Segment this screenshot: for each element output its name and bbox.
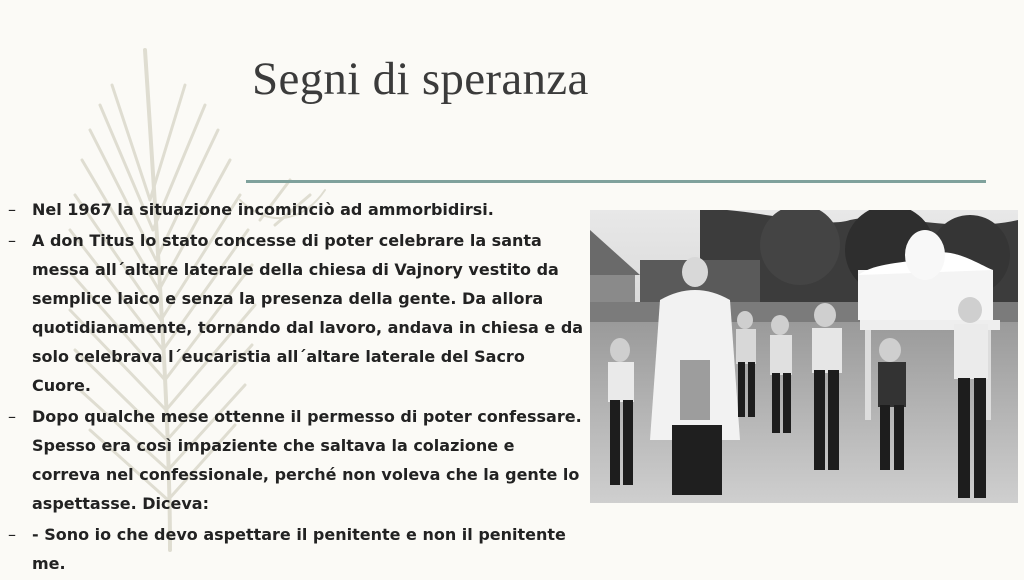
- bullet-item: [8, 195, 588, 224]
- bullet-dash: –: [8, 407, 16, 426]
- bullet-list: [8, 195, 588, 580]
- bullet-text: A don Titus lo stato concesse di poter celebrare la santa messa all´altare laterale della chiesa di Vajnory vestito da semplice laico e senza la presenza della gente. Da allora quotidianamente, tornando dal lavoro, andava in chiesa e da solo celebrava l´eucaristia all´altare laterale del Sacro Cuore.: [32, 231, 584, 395]
- bullet-item: [8, 520, 588, 578]
- title-underline: [246, 180, 986, 183]
- bullet-item: [8, 226, 588, 400]
- bullet-item: [8, 402, 588, 518]
- bullet-text: Nel 1967 la situazione incominciò ad ammorbidirsi.: [32, 200, 494, 219]
- procession-photo: [590, 210, 1018, 503]
- bullet-dash: –: [8, 200, 16, 219]
- bullet-dash: –: [8, 525, 16, 544]
- slide-title: Segni di speranza: [252, 53, 589, 105]
- bullet-text: Dopo qualche mese ottenne il permesso di poter confessare. Spesso era così impaziente che saltava la colazione e correva nel confessionale, perché non voleva che la gente lo aspettasse. Diceva:: [32, 407, 582, 513]
- bullet-dash: –: [8, 231, 16, 250]
- bullet-text: - Sono io che devo aspettare il penitente e non il penitente me.: [32, 525, 566, 573]
